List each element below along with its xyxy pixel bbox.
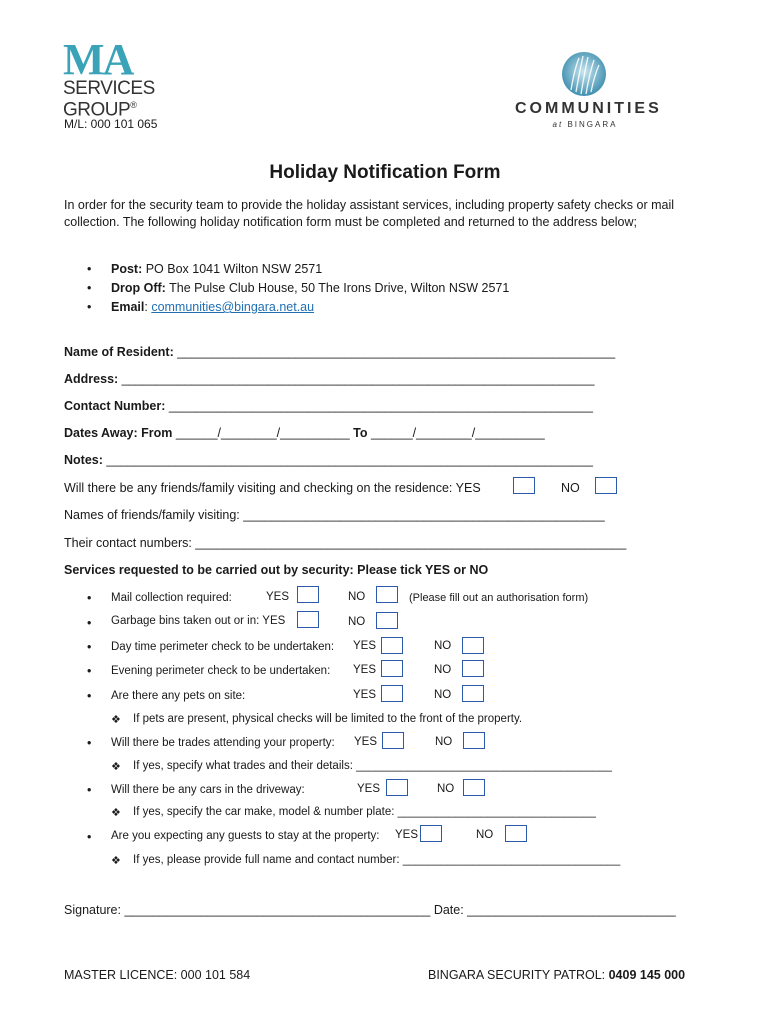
trades-no-checkbox[interactable]: [463, 732, 485, 749]
car-details-field[interactable]: If yes, specify the car make, model & number plate: _______________________________: [133, 806, 596, 818]
ma-logo-group: [63, 97, 173, 121]
day-no-checkbox[interactable]: [462, 637, 484, 654]
notes-label: Notes:: [64, 453, 103, 467]
notes-field[interactable]: [64, 453, 593, 467]
ma-logo-mark: MA: [63, 35, 133, 84]
ml-number: M/L: 000 101 065: [64, 117, 158, 131]
mail-yes-label: YES: [266, 591, 290, 603]
address-email-label: Email: [111, 300, 145, 314]
bullet-dot: •: [87, 830, 92, 844]
trades-no-label: NO: [435, 736, 453, 748]
address-email-sep: :: [144, 300, 152, 314]
contact-number-label: Contact Number:: [64, 399, 166, 413]
dates-from-line: ______/________/__________: [172, 426, 350, 440]
diamond-bullet-icon: ❖: [111, 855, 121, 867]
evening-no-checkbox[interactable]: [462, 660, 484, 677]
signature-label: Signature:: [64, 903, 121, 917]
address-dropoff-value: The Pulse Club House, 50 The Irons Drive, Wilton NSW 2571: [165, 281, 510, 295]
resident-name-line: _______________________________________________________________: [173, 345, 616, 359]
signature-row[interactable]: [64, 903, 676, 917]
guests-yes-label: YES: [395, 829, 419, 841]
bullet-dot: •: [87, 689, 92, 703]
security-patrol-label: BINGARA SECURITY PATROL:: [428, 968, 609, 982]
bullet-dot: •: [87, 300, 92, 314]
bins-yes-checkbox[interactable]: [297, 611, 319, 628]
pets-yes-checkbox[interactable]: [381, 685, 403, 702]
evening-yes-checkbox[interactable]: [381, 660, 403, 677]
services-heading: Services requested to be carried out by security: Please tick YES or NO: [64, 563, 489, 577]
mail-no-label: NO: [348, 591, 366, 603]
cars-yes-checkbox[interactable]: [386, 779, 408, 796]
guests-no-checkbox[interactable]: [505, 825, 527, 842]
address-label: Address:: [64, 372, 119, 386]
day-no-label: NO: [434, 640, 452, 652]
guest-details-field[interactable]: If yes, please provide full name and contact number: __________________________________: [133, 854, 621, 866]
address-post-label: Post:: [111, 262, 143, 276]
cars-no-label: NO: [437, 783, 455, 795]
diamond-bullet-icon: ❖: [111, 714, 121, 726]
master-licence: MASTER LICENCE: 000 101 584: [64, 968, 251, 982]
notes-line: ______________________________________________________________________: [102, 453, 594, 467]
ma-logo-services: SERVICES: [63, 78, 155, 99]
ma-logo-group-text: GROUP: [63, 99, 131, 121]
visiting-no-checkbox[interactable]: [595, 477, 617, 494]
dates-away-label: Dates Away: From: [64, 426, 173, 440]
pets-no-checkbox[interactable]: [462, 685, 484, 702]
guests-yes-checkbox[interactable]: [420, 825, 442, 842]
pets-note: If pets are present, physical checks will be limited to the front of the property.: [133, 713, 523, 725]
mail-yes-checkbox[interactable]: [297, 586, 319, 603]
address-post-value: PO Box 1041 Wilton NSW 2571: [142, 262, 323, 276]
bullet-dot: •: [87, 281, 92, 295]
cars-no-checkbox[interactable]: [463, 779, 485, 796]
bullet-dot: •: [87, 616, 92, 630]
bullet-dot: •: [87, 591, 92, 605]
evening-yes-label: YES: [353, 664, 377, 676]
bins-no-checkbox[interactable]: [376, 612, 398, 629]
bullet-dot: •: [87, 736, 92, 750]
communities-logo-icon: [559, 50, 609, 98]
diamond-bullet-icon: ❖: [111, 807, 121, 819]
ma-logo-reg-mark: ®: [130, 100, 137, 110]
trades-yes-label: YES: [354, 736, 378, 748]
evening-no-label: NO: [434, 664, 452, 676]
resident-name-field[interactable]: [64, 345, 615, 359]
dates-to-label: To: [349, 426, 368, 440]
cars-yes-label: YES: [357, 783, 381, 795]
bullet-dot: •: [87, 783, 92, 797]
bins-label: Garbage bins taken out or in: YES: [111, 615, 286, 627]
signature-line: ____________________________________________: [120, 903, 431, 917]
address-line: ____________________________________________________________________: [118, 372, 595, 386]
address-email: [111, 300, 314, 314]
pets-label: Are there any pets on site:: [111, 690, 246, 702]
pets-no-label: NO: [434, 689, 452, 701]
communities-bingara-logo: [515, 50, 662, 132]
address-dropoff-label: Drop Off:: [111, 281, 166, 295]
day-check-label: Day time perimeter check to be undertaken:: [111, 641, 335, 653]
mail-authorisation-note: (Please fill out an authorisation form): [409, 592, 589, 604]
bullet-dot: •: [87, 664, 92, 678]
address-post: [111, 262, 322, 276]
address-field[interactable]: [64, 372, 594, 386]
visitor-contacts-field[interactable]: Their contact numbers: ______________________________________________________________: [64, 536, 627, 550]
trades-label: Will there be trades attending your property:: [111, 737, 335, 749]
date-label: Date:: [430, 903, 464, 917]
ma-services-group-logo: [63, 35, 173, 121]
guests-no-label: NO: [476, 829, 494, 841]
email-link[interactable]: communities@bingara.net.au: [151, 300, 315, 314]
security-patrol: [428, 968, 685, 982]
dates-away-field[interactable]: [64, 426, 545, 440]
communities-logo-at: at: [552, 120, 564, 129]
diamond-bullet-icon: ❖: [111, 761, 121, 773]
visiting-question: Will there be any friends/family visiting and checking on the residence: YES: [64, 481, 481, 495]
visiting-yes-checkbox[interactable]: [513, 477, 535, 494]
dates-to-line: ______/________/__________: [367, 426, 545, 440]
bins-no-label: NO: [348, 616, 366, 628]
resident-name-label: Name of Resident:: [64, 345, 174, 359]
communities-logo-bingara: BINGARA: [567, 120, 618, 129]
bullet-dot: •: [87, 262, 92, 276]
evening-check-label: Evening perimeter check to be undertaken:: [111, 665, 331, 677]
pets-yes-label: YES: [353, 689, 377, 701]
contact-number-field[interactable]: [64, 399, 593, 413]
guests-label: Are you expecting any guests to stay at the property:: [111, 830, 380, 842]
trades-details-field[interactable]: If yes, specify what trades and their details: ________________________________________: [133, 760, 612, 772]
trades-yes-checkbox[interactable]: [382, 732, 404, 749]
day-yes-checkbox[interactable]: [381, 637, 403, 654]
mail-no-checkbox[interactable]: [376, 586, 398, 603]
day-yes-label: YES: [353, 640, 377, 652]
cars-label: Will there be any cars in the driveway:: [111, 784, 305, 796]
communities-logo-word: COMMUNITIES: [515, 100, 662, 117]
visitor-names-field[interactable]: Names of friends/family visiting: ____________________________________________________: [64, 508, 605, 522]
address-dropoff: [111, 281, 509, 295]
date-line: ______________________________: [463, 903, 676, 917]
visiting-no-label: NO: [561, 481, 580, 495]
contact-number-line: _____________________________________________________________: [165, 399, 593, 413]
communities-logo-sub: [515, 120, 655, 129]
page-title: Holiday Notification Form: [269, 162, 501, 183]
bullet-dot: •: [87, 640, 92, 654]
security-patrol-phone: 0409 145 000: [608, 968, 686, 982]
mail-collection-label: Mail collection required:: [111, 592, 232, 604]
intro-paragraph: In order for the security team to provide the holiday assistant services, including property safety checks or mail collection. The following holiday notification form must be completed and returned to the address below;: [64, 198, 675, 229]
